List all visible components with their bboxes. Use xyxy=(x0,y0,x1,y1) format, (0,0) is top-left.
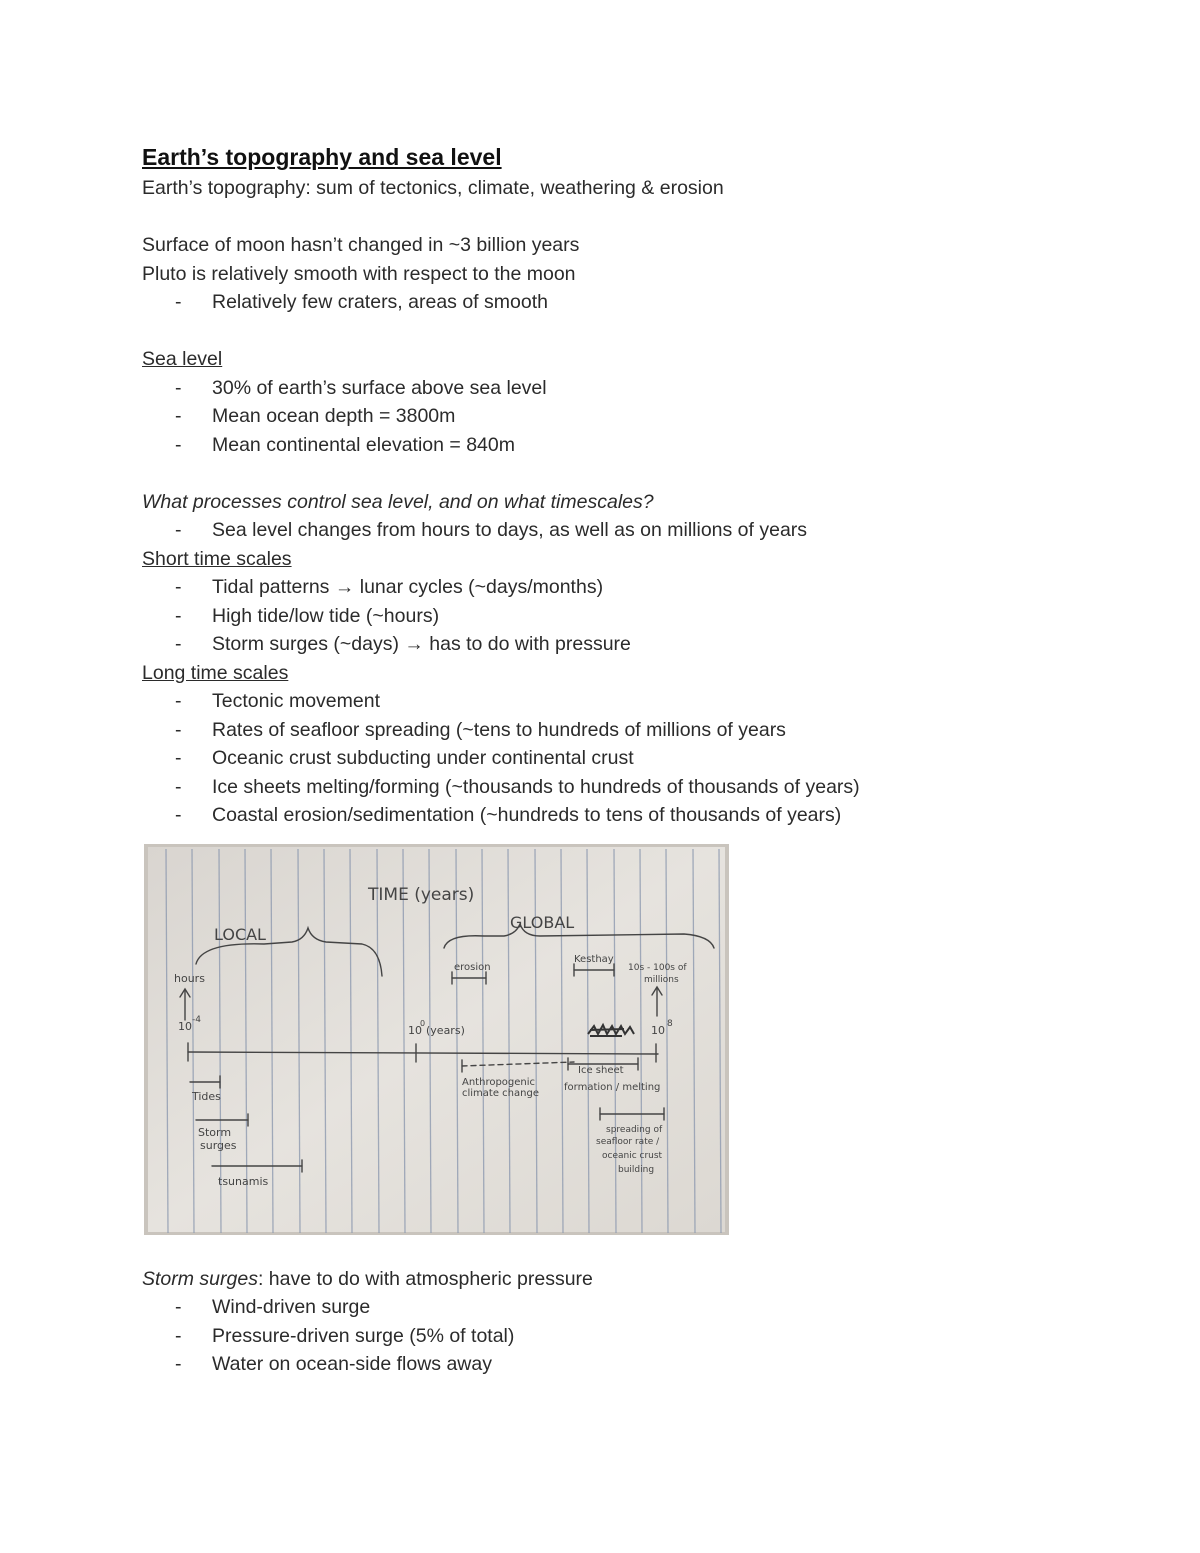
pluto-list xyxy=(142,288,1102,317)
local-label: LOCAL xyxy=(214,924,266,944)
tsunamis-label: tsunamis xyxy=(218,1174,269,1188)
page-title: Earth’s topography and sea level xyxy=(142,144,502,170)
millions-label-2: millions xyxy=(644,974,679,985)
spread-label-1: spreading of xyxy=(606,1124,663,1135)
short-scales-heading: Short time scales xyxy=(142,547,292,570)
spacer xyxy=(142,459,1102,488)
spread-label-2: seafloor rate / xyxy=(596,1136,660,1147)
anthro-label-1: Anthropogenic xyxy=(462,1076,536,1088)
timescale-sketch-photo xyxy=(144,844,729,1235)
tides-label: Tides xyxy=(192,1089,221,1103)
hours-label: hours xyxy=(174,971,205,985)
ten-label-right: 10 xyxy=(651,1023,665,1037)
long-scales-heading: Long time scales xyxy=(142,661,289,684)
list-item: - Tidal patterns → lunar cycles (~days/months) xyxy=(175,576,604,598)
storm-surge-definition: : have to do with atmospheric pressure xyxy=(257,1267,593,1290)
spacer xyxy=(142,203,1102,232)
intro-line: Earth’s topography: sum of tectonics, climate, weathering & erosion xyxy=(142,177,724,199)
exponent-right: 8 xyxy=(667,1018,673,1029)
list-item: - Coastal erosion/sedimentation (~hundreds to tens of thousands of years) xyxy=(175,804,842,826)
storm-surge-term: Storm surges xyxy=(142,1267,258,1290)
list-item: - High tide/low tide (~hours) xyxy=(175,604,440,627)
storm-surge-line xyxy=(142,1265,1102,1294)
list-item: - Mean ocean depth = 3800m xyxy=(175,405,456,427)
storm-surge-list xyxy=(142,1293,1102,1379)
exponent-mid: 0 xyxy=(420,1018,426,1028)
ice-label-1: Ice sheet xyxy=(578,1064,624,1076)
ten-label-left: 10 xyxy=(178,1019,192,1033)
pluto-line: Pluto is relatively smooth with respect to the moon xyxy=(142,262,576,285)
list-item: - Storm surges (~days) → has to do with pressure xyxy=(175,633,631,655)
spread-label-3: oceanic crust xyxy=(602,1150,663,1161)
storm-label-2: surges xyxy=(200,1138,237,1152)
time-label: TIME (years) xyxy=(368,884,475,905)
long-scales-list xyxy=(142,687,1102,830)
moon-line: Surface of moon hasn’t changed in ~3 billion years xyxy=(142,234,580,256)
list-item: - Rates of seafloor spreading (~tens to hundreds of millions of years xyxy=(175,718,786,741)
global-label: GLOBAL xyxy=(510,912,575,932)
list-item: - Relatively few craters, areas of smooth xyxy=(175,291,548,313)
erosion-label: erosion xyxy=(454,961,491,973)
question-line: What processes control sea level, and on what timescales? xyxy=(142,490,654,513)
spacer xyxy=(142,317,1102,346)
ice-label-2: formation / melting xyxy=(564,1081,661,1093)
list-item: - Ice sheets melting/forming (~thousands to hundreds of thousands of years) xyxy=(175,775,860,798)
list-item: - Tectonic movement xyxy=(175,690,380,712)
document-body xyxy=(142,140,1102,1379)
spread-label-4: building xyxy=(618,1164,655,1175)
list-item: - Oceanic crust subducting under continental crust xyxy=(175,747,634,769)
list-item: - Pressure-driven surge (5% of total) xyxy=(175,1324,515,1347)
list-item: - Water on ocean-side flows away xyxy=(175,1353,492,1375)
millions-label-1: 10s - 100s of xyxy=(628,962,687,973)
list-item: - Wind-driven surge xyxy=(175,1296,371,1318)
kesthay-label: Kesthay xyxy=(574,953,614,965)
list-item: - Sea level changes from hours to days, as well as on millions of years xyxy=(175,519,808,541)
question-list xyxy=(142,516,1102,545)
anthro-label-2: climate change xyxy=(462,1087,539,1099)
sea-level-list xyxy=(142,374,1102,460)
exponent-left: -4 xyxy=(192,1014,201,1025)
list-item: - Mean continental elevation = 840m xyxy=(175,433,515,456)
storm-label-1: Storm xyxy=(198,1125,232,1139)
sea-level-heading: Sea level xyxy=(142,348,223,370)
ten-label-mid: 10 xyxy=(408,1023,422,1037)
list-item: - 30% of earth’s surface above sea level xyxy=(175,376,547,399)
short-scales-list xyxy=(142,573,1102,659)
sketch-svg xyxy=(144,844,729,1235)
years-label: (years) xyxy=(426,1023,465,1037)
